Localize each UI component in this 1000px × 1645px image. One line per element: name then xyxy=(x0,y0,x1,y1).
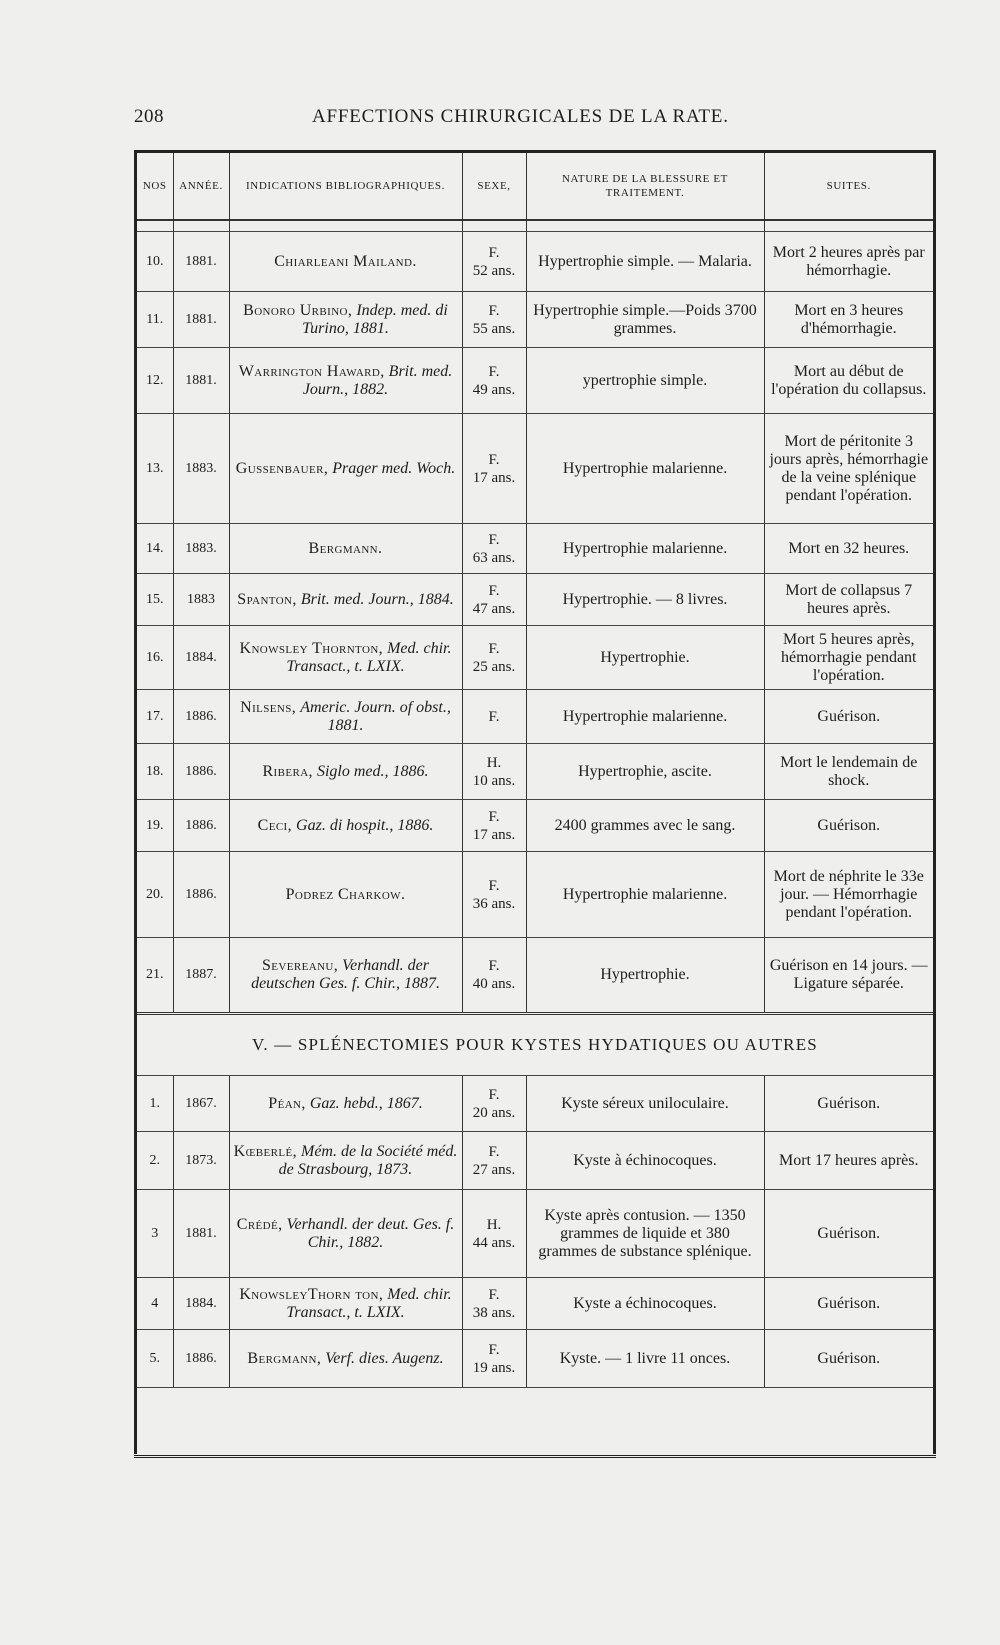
case-sex-age xyxy=(462,938,526,1014)
case-nature: Hypertrophie malarienne. xyxy=(526,690,764,744)
reference-source: Gaz. hebd., 1867. xyxy=(309,1094,423,1112)
case-reference xyxy=(229,524,462,574)
reference-author: Bergmann. xyxy=(308,539,383,557)
table-row xyxy=(137,1076,933,1132)
case-sex-age xyxy=(462,800,526,852)
running-title: AFFECTIONS CHIRURGICALES DE LA RATE. xyxy=(312,106,729,127)
case-year: 1887. xyxy=(173,938,229,1014)
reference-author: Chiarleani Mailand. xyxy=(274,252,417,270)
case-result: Guérison. xyxy=(764,1278,933,1330)
cases-table xyxy=(137,153,933,1388)
table-row xyxy=(137,574,933,626)
case-sex-age xyxy=(462,292,526,348)
case-nature: ypertrophie simple. xyxy=(526,348,764,414)
section-v xyxy=(137,1014,933,1076)
case-sex-age xyxy=(462,1330,526,1388)
case-result: Guérison. xyxy=(764,1330,933,1388)
table-row xyxy=(137,524,933,574)
case-nature: 2400 grammes avec le sang. xyxy=(526,800,764,852)
case-reference xyxy=(229,1278,462,1330)
reference-author: Podrez Charkow. xyxy=(285,885,406,903)
reference-author: Ceci, xyxy=(257,816,293,834)
case-reference xyxy=(229,744,462,800)
case-year: 1886. xyxy=(173,1330,229,1388)
patient-age: 49 ans. xyxy=(472,381,516,398)
case-reference xyxy=(229,800,462,852)
reference-source: Verf. dies. Augenz. xyxy=(325,1349,444,1367)
case-nature: Kyste à échinocoques. xyxy=(526,1132,764,1190)
case-number: 4 xyxy=(137,1278,173,1330)
case-nature: Hypertrophie. xyxy=(526,938,764,1014)
case-number: 18. xyxy=(137,744,173,800)
case-nature: Hypertrophie simple.—Poids 3700 grammes. xyxy=(526,292,764,348)
case-result: Guérison. xyxy=(764,690,933,744)
case-reference xyxy=(229,1190,462,1278)
patient-age: 20 ans. xyxy=(472,1104,516,1121)
patient-age: 47 ans. xyxy=(472,600,516,617)
case-reference xyxy=(229,852,462,938)
case-result: Mort de collapsus 7 heures après. xyxy=(764,574,933,626)
table-row xyxy=(137,690,933,744)
case-reference xyxy=(229,690,462,744)
case-number: 1. xyxy=(137,1076,173,1132)
table-row xyxy=(137,744,933,800)
case-sex-age xyxy=(462,1190,526,1278)
patient-age: 40 ans. xyxy=(472,976,516,992)
case-year: 1881. xyxy=(173,292,229,348)
case-result: Mort en 3 heures d'hémorrhagie. xyxy=(764,292,933,348)
reference-source: Siglo med., 1886. xyxy=(316,762,429,780)
col-header-sex: SEXE, xyxy=(462,153,526,220)
case-nature: Kyste. — 1 livre 11 onces. xyxy=(526,1330,764,1388)
table-row xyxy=(137,626,933,690)
patient-sex: F. xyxy=(488,1286,500,1303)
case-result: Mort de péritonite 3 jours après, hémorrhagie de la veine splénique pendant l'opération. xyxy=(764,414,933,524)
col-header-nature: NATURE DE LA BLESSURE ET TRAITEMENT. xyxy=(526,153,764,220)
patient-age: 19 ans. xyxy=(472,1359,516,1376)
patient-age: 36 ans. xyxy=(472,895,516,912)
table-row xyxy=(137,1278,933,1330)
patient-age: 52 ans. xyxy=(472,262,516,279)
patient-sex: F. xyxy=(488,363,500,380)
case-reference xyxy=(229,938,462,1014)
case-number: 2. xyxy=(137,1132,173,1190)
col-header-no: NOS xyxy=(137,153,173,220)
table-row xyxy=(137,348,933,414)
case-result: Guérison. xyxy=(764,1190,933,1278)
patient-sex: F. xyxy=(488,877,500,894)
case-sex-age xyxy=(462,1278,526,1330)
patient-sex: F. xyxy=(488,531,500,548)
patient-age: 27 ans. xyxy=(472,1161,516,1178)
reference-author: Péan, xyxy=(268,1094,306,1112)
case-reference xyxy=(229,348,462,414)
patient-age: 10 ans. xyxy=(472,772,516,789)
case-sex-age xyxy=(462,574,526,626)
table-row xyxy=(137,852,933,938)
patient-sex: F. xyxy=(488,1341,500,1358)
patient-sex: F. xyxy=(488,302,500,319)
reference-author: Ribera, xyxy=(262,762,313,780)
case-result: Mort en 32 heures. xyxy=(764,524,933,574)
table-row xyxy=(137,1190,933,1278)
case-sex-age xyxy=(462,744,526,800)
case-sex-age xyxy=(462,414,526,524)
case-sex-age xyxy=(462,232,526,292)
table-row xyxy=(137,414,933,524)
case-result: Guérison. xyxy=(764,800,933,852)
reference-source: Brit. med. Journ., 1882. xyxy=(302,362,453,398)
page-number: 208 xyxy=(134,106,164,127)
case-sex-age xyxy=(462,348,526,414)
splenectomy-table xyxy=(134,150,936,1454)
table-row xyxy=(137,232,933,292)
case-result: Mort le lendemain de shock. xyxy=(764,744,933,800)
case-result: Guérison en 14 jours. — Ligature séparée. xyxy=(764,938,933,1014)
case-year: 1867. xyxy=(173,1076,229,1132)
patient-sex: F. xyxy=(488,808,500,825)
patient-sex: F. xyxy=(488,708,500,725)
col-header-year: ANNÉE. xyxy=(173,153,229,220)
reference-author: Severeanu, xyxy=(262,957,339,974)
case-reference xyxy=(229,1330,462,1388)
patient-age: 44 ans. xyxy=(472,1234,516,1251)
case-number: 11. xyxy=(137,292,173,348)
table-row xyxy=(137,1330,933,1388)
case-sex-age xyxy=(462,1076,526,1132)
case-year: 1886. xyxy=(173,744,229,800)
case-nature: Hypertrophie malarienne. xyxy=(526,852,764,938)
reference-author: Knowsley Thornton, xyxy=(239,639,384,657)
patient-sex: F. xyxy=(488,1143,500,1160)
case-number: 3 xyxy=(137,1190,173,1278)
case-reference xyxy=(229,414,462,524)
case-year: 1881. xyxy=(173,348,229,414)
patient-sex: F. xyxy=(488,451,500,468)
case-number: 19. xyxy=(137,800,173,852)
reference-author: Bergmann, xyxy=(247,1349,322,1367)
case-sex-age xyxy=(462,852,526,938)
patient-sex: F. xyxy=(488,244,500,261)
case-reference xyxy=(229,292,462,348)
case-year: 1883. xyxy=(173,524,229,574)
case-result: Guérison. xyxy=(764,1076,933,1132)
reference-source: Med. chir. Transact., t. LXIX. xyxy=(286,1285,452,1321)
patient-age: 63 ans. xyxy=(472,549,516,566)
case-year: 1881. xyxy=(173,1190,229,1278)
reference-source: Mém. de la Société méd. de Strasbourg, 1873. xyxy=(278,1142,458,1178)
patient-sex: F. xyxy=(488,1086,500,1103)
patient-sex: H. xyxy=(486,754,502,771)
case-reference xyxy=(229,1132,462,1190)
patient-sex: F. xyxy=(488,958,500,974)
reference-author: Spanton, xyxy=(237,590,297,608)
case-nature: Hypertrophie malarienne. xyxy=(526,524,764,574)
case-reference xyxy=(229,626,462,690)
patient-sex: H. xyxy=(486,1216,502,1233)
reference-author: Kœberlé, xyxy=(233,1142,297,1160)
case-reference xyxy=(229,1076,462,1132)
table-row xyxy=(137,292,933,348)
patient-age: 17 ans. xyxy=(472,469,516,486)
case-nature: Hypertrophie, ascite. xyxy=(526,744,764,800)
table-row xyxy=(137,938,933,1014)
case-number: 12. xyxy=(137,348,173,414)
case-nature: Hypertrophie malarienne. xyxy=(526,414,764,524)
reference-author: Nilsens, xyxy=(240,698,297,716)
reference-author: Warrington Haward, xyxy=(238,362,385,380)
case-result: Mort 2 heures après par hémorrhagie. xyxy=(764,232,933,292)
case-result: Mort 5 heures après, hémorrhagie pendant l'opération. xyxy=(764,626,933,690)
case-result: Mort de néphrite le 33e jour. — Hémorrhagie pendant l'opération. xyxy=(764,852,933,938)
case-number: 13. xyxy=(137,414,173,524)
reference-author: Crédé, xyxy=(236,1215,283,1233)
case-result: Mort 17 heures après. xyxy=(764,1132,933,1190)
patient-sex: F. xyxy=(488,582,500,599)
case-nature: Kyste a échinocoques. xyxy=(526,1278,764,1330)
case-number: 14. xyxy=(137,524,173,574)
case-nature: Kyste après contusion. — 1350 grammes de liquide et 380 grammes de substance splénique. xyxy=(526,1190,764,1278)
case-year: 1884. xyxy=(173,626,229,690)
col-header-results: SUITES. xyxy=(764,153,933,220)
case-year: 1886. xyxy=(173,690,229,744)
case-number: 17. xyxy=(137,690,173,744)
case-reference xyxy=(229,232,462,292)
section-title-row xyxy=(137,1014,933,1076)
patient-age: 55 ans. xyxy=(472,320,516,337)
reference-author: Gussenbauer, xyxy=(235,459,329,477)
case-sex-age xyxy=(462,626,526,690)
reference-source: Gaz. di hospit., 1886. xyxy=(296,816,434,834)
case-nature: Kyste séreux uniloculaire. xyxy=(526,1076,764,1132)
case-year: 1881. xyxy=(173,232,229,292)
table-row xyxy=(137,1132,933,1190)
patient-sex: F. xyxy=(488,640,500,657)
reference-source: Med. chir. Transact., t. LXIX. xyxy=(286,639,452,675)
case-year: 1883. xyxy=(173,414,229,524)
case-sex-age xyxy=(462,1132,526,1190)
case-number: 20. xyxy=(137,852,173,938)
reference-source: Americ. Journ. of obst., 1881. xyxy=(300,698,451,734)
reference-source: Prager med. Woch. xyxy=(332,459,456,477)
reference-author: Bonoro Urbino, xyxy=(243,301,353,319)
case-sex-age xyxy=(462,690,526,744)
case-year: 1873. xyxy=(173,1132,229,1190)
section-title: V. — SPLÉNECTOMIES POUR KYSTES HYDATIQUES OU AUTRES xyxy=(137,1014,933,1076)
section-v-body xyxy=(137,1076,933,1388)
reference-author: KnowsleyThorn ton, xyxy=(239,1285,384,1303)
patient-age: 25 ans. xyxy=(472,658,516,675)
case-year: 1883 xyxy=(173,574,229,626)
reference-source: Verhandl. der deut. Ges. f. Chir., 1882. xyxy=(286,1215,455,1251)
case-reference xyxy=(229,574,462,626)
col-header-references: INDICATIONS BIBLIOGRAPHIQUES. xyxy=(229,153,462,220)
case-year: 1886. xyxy=(173,852,229,938)
table-header-row xyxy=(137,153,933,220)
case-sex-age xyxy=(462,524,526,574)
table-spacer-row xyxy=(137,220,933,232)
case-number: 15. xyxy=(137,574,173,626)
case-nature: Hypertrophie. xyxy=(526,626,764,690)
case-nature: Hypertrophie simple. — Malaria. xyxy=(526,232,764,292)
reference-source: Verhandl. der deutschen Ges. f. Chir., 1887. xyxy=(251,957,440,992)
patient-age: 38 ans. xyxy=(472,1304,516,1321)
case-year: 1886. xyxy=(173,800,229,852)
case-nature: Hypertrophie. — 8 livres. xyxy=(526,574,764,626)
case-number: 5. xyxy=(137,1330,173,1388)
case-number: 21. xyxy=(137,938,173,1014)
table-body xyxy=(137,220,933,1014)
case-result: Mort au début de l'opération du collapsus. xyxy=(764,348,933,414)
patient-age: 17 ans. xyxy=(472,826,516,843)
case-number: 16. xyxy=(137,626,173,690)
case-year: 1884. xyxy=(173,1278,229,1330)
case-number: 10. xyxy=(137,232,173,292)
reference-source: Indep. med. di Turino, 1881. xyxy=(302,301,448,337)
reference-source: Brit. med. Journ., 1884. xyxy=(300,590,454,608)
table-row xyxy=(137,800,933,852)
